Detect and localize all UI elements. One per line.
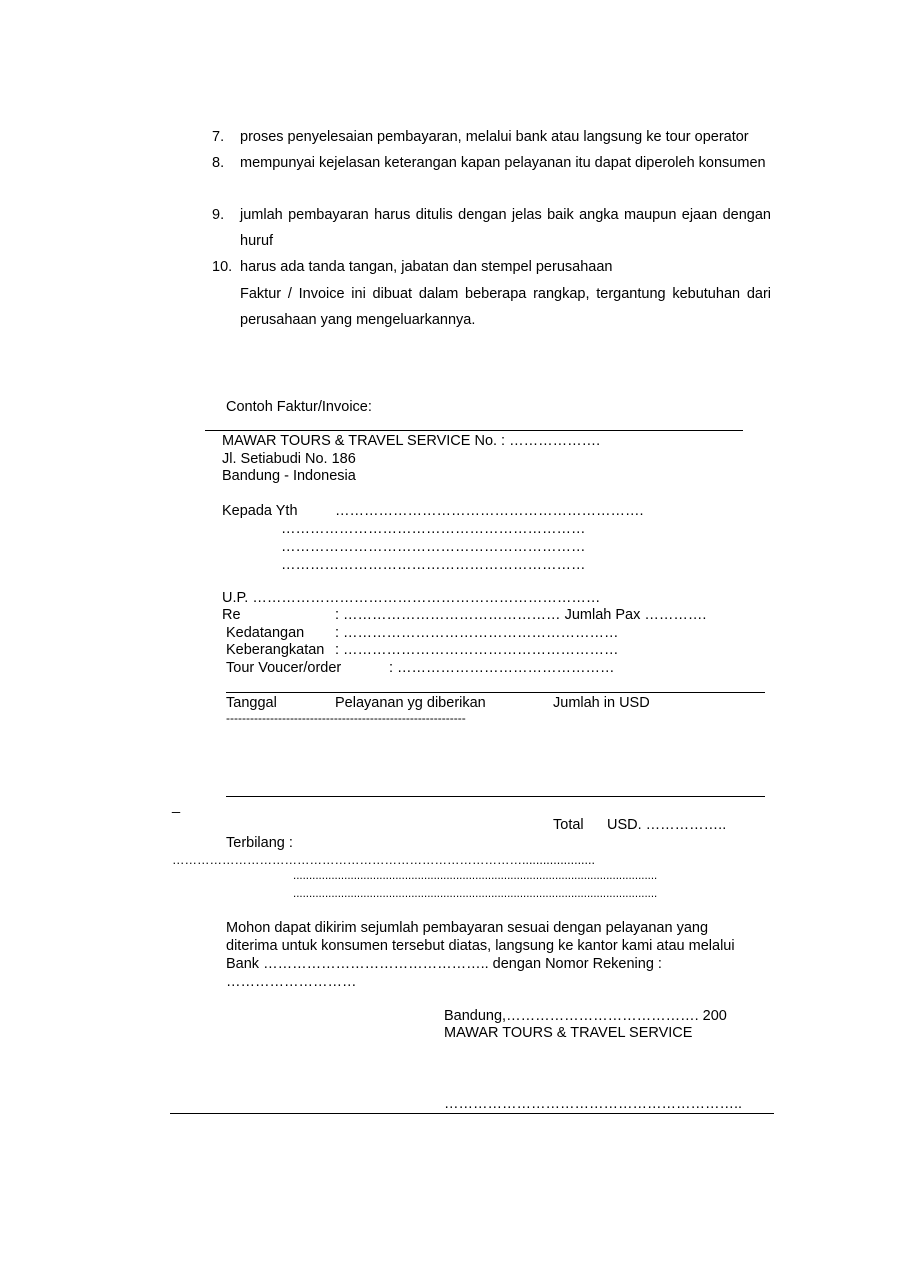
invoice-bottom-rule	[170, 1113, 774, 1114]
tour-voucer-label: Tour Voucer/order	[226, 660, 342, 676]
table-bottom-rule	[226, 796, 765, 797]
total-value: USD. ……………..	[607, 817, 727, 833]
column-header-pelayanan: Pelayanan yg diberikan	[335, 695, 486, 711]
list-item-text: harus ada tanda tangan, jabatan dan stempel perusahaan	[240, 259, 613, 275]
kepada-dots: ……………………………………………………….	[335, 503, 644, 519]
list-item-text: proses penyelesaian pembayaran, melalui bank atau langsung ke tour operator	[240, 129, 749, 145]
company-address-street: Jl. Setiabudi No. 186	[222, 451, 356, 467]
keberangkatan-label: Keberangkatan	[226, 642, 325, 658]
address-dots: ………………………………………………………	[281, 539, 586, 555]
address-dots: ………………………………………………………	[281, 521, 586, 537]
payment-message-line: Mohon dapat dikirim sejumlah pembayaran sesuai dengan pelayanan yang	[226, 920, 709, 936]
list-number: 8.	[212, 155, 225, 171]
column-header-tanggal: Tanggal	[226, 695, 277, 711]
terbilang-label: Terbilang :	[226, 835, 293, 851]
list-number: 9.	[212, 207, 225, 223]
underscore-mark: _	[172, 798, 181, 814]
kepada-label: Kepada Yth	[222, 503, 298, 519]
list-item-text: jumlah pembayaran harus ditulis dengan jelas baik angka maupun ejaan dengan huruf	[240, 207, 771, 249]
tour-voucer-value: : ………………………………………	[389, 660, 615, 676]
dash-separator: ------------------------------------------------------------	[226, 711, 466, 725]
invoice-top-rule	[205, 430, 743, 431]
total-label: Total	[553, 817, 584, 833]
column-header-jumlah: Jumlah in USD	[553, 695, 650, 711]
address-dots: ………………………………………………………	[281, 557, 586, 573]
re-label: Re	[222, 607, 241, 623]
payment-message-line: ………………………	[226, 974, 357, 990]
example-caption: Contoh Faktur/Invoice:	[226, 399, 372, 415]
terbilang-dots: ..................................................................................................................	[293, 888, 658, 900]
list-number: 7.	[212, 129, 225, 145]
place-date: Bandung,…………………………………. 200	[444, 1008, 727, 1024]
kedatangan-label: Kedatangan	[226, 625, 305, 641]
kedatangan-value: : …………………………………………………	[335, 625, 619, 641]
list-item-text: mempunyai kejelasan keterangan kapan pelayanan itu dapat diperoleh konsumen	[240, 155, 766, 171]
payment-message-line: Bank ……………………………………….. dengan Nomor Rekening :	[226, 956, 662, 972]
company-address-city: Bandung - Indonesia	[222, 468, 356, 484]
signature-company: MAWAR TOURS & TRAVEL SERVICE	[444, 1025, 693, 1041]
company-line: MAWAR TOURS & TRAVEL SERVICE No. : ……………….	[222, 433, 601, 449]
re-value: : ……………………………………… Jumlah Pax ………….	[335, 607, 707, 623]
terbilang-dots: ..................................................................................................................	[293, 870, 658, 882]
up-line: U.P. ………………………………………………………………	[222, 590, 601, 606]
table-header-rule	[226, 692, 765, 693]
invoice-note-paragraph: Faktur / Invoice ini dibuat dalam beberapa rangkap, tergantung kebutuhan dari perusahaan yang mengeluarkannya.	[240, 286, 771, 328]
terbilang-dots: ………………………………………………………………………….....................	[172, 853, 595, 867]
keberangkatan-value: : …………………………………………………	[335, 642, 619, 658]
payment-message-line: diterima untuk konsumen tersebut diatas, langsung ke kantor kami atau melalui	[226, 938, 735, 954]
list-number: 10.	[212, 259, 233, 275]
signature-dots: ……………………………………………………..	[444, 1096, 743, 1112]
